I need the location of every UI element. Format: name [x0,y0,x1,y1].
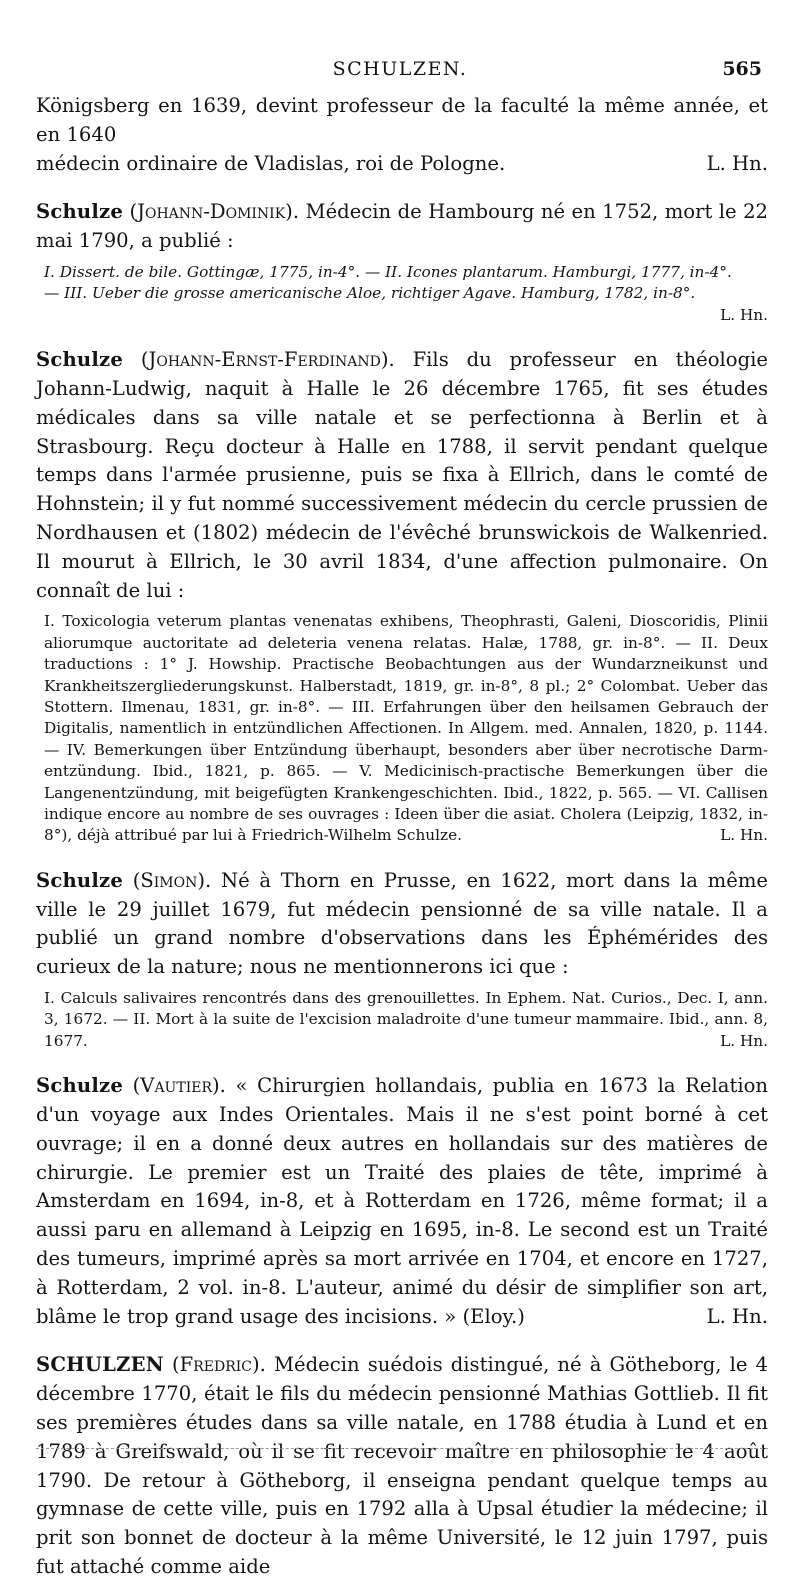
bibliography-text: I. Toxicologia veterum plantas venenatas exhibens, Theophrasti, Galeni, Dioscoridis, Plinii aliorumque auctoritate ad deleteria venena relatas. Halæ, 1788, gr. in-8°. — II. Deux traductions : 1° J. Howship. Practische Beobachtungen aus der Wundarzneikunst und Krankheitszergliederungskunst. Halberstadt, 1819, gr. in-8°, 8 pl.; 2° Colombat. Ueber das Stottern. Ilmenau, 1831, gr. in-8°. — III. Erfahrungen über den heilsamen Gebrauch der Digitalis, namentlich in entzündlichen Affectionen. In Allgem. med. Annalen, 1820, p. 1144. — IV. Bemerkungen über Entzündung überhaupt, besonders aber über necrotische Darm-entzündung. Ibid., 1821, p. 865. — V. Medicinisch-practische Bemerkungen über die Langenentzündung, mit beigefügten Krankengeschichten. Ibid., 1822, p. 565. — VI. Callisen indique encore au nombre de ses ouvrages : Ideen über die asiat. Cholera (Leipzig, 1832, in-8°), déjà attribué par lui à Friedrich-Wilhelm Schulze. [44,612,768,845]
entry-schulze-johann-ernst-ferdinand [36,346,768,847]
continued-line-1: Königsberg en 1639, devint professeur de la faculté la même année, et en 1640 [36,94,768,146]
entry-schulzen-fredric [36,1351,768,1581]
entry-headword: Schulze [36,1074,124,1098]
entry-body: Fils du professeur en théologie Johann-Ludwig, naquit à Halle le 26 décembre 1765, fit ses études médicales dans sa ville natale et se perfectionna à Berlin et à Strasbourg. Reçu docteur à Halle en 1788, il servit pendant quelque temps dans l'armée prusienne, puis se fixa à Ellrich, dans le comté de Hohnstein; il y fut nommé successivement médecin du cercle prussien de Nordhausen et (1802) médecin de l'évêché brunswickois de Walkenried. Il mourut à Ellrich, le 30 avril 1834, d'une affection pulmonaire. On connaît de lui : [36,348,768,602]
entry-schulze-vautier [36,1072,768,1331]
entry-name: (Johann-Ernst-Ferdinand). [140,348,395,372]
entry-headword: Schulze [36,868,124,892]
page-header [0,56,800,88]
signature: L. Hn. [720,305,768,324]
entry-name: (Simon). [132,868,212,892]
signature: L. Hn. [706,1304,768,1328]
entry-schulze-johann-dominik [36,198,768,326]
spacer [36,1052,768,1072]
entry-body: Médecin suédois distingué, né à Götheborg, le 4 décembre 1770, était le fils du médecin pensionné Mathias Gottlieb. Il fit ses premières études dans sa ville natale, en 1788 étudia à Lund et en 1789 à Greifswald, où il se fit recevoir maître en philosophie le 4 août 1790. De retour à Götheborg, il enseigna pendant quelque temps au gymnase de cette ville, puis en 1792 alla à Upsal étudier la médecine; il prit son bonnet de docteur à la même Université, le 12 juin 1797, puis fut attaché comme aide [36,1353,768,1578]
entry-name: (Johann-Dominik). [129,200,300,224]
entry-name: (Vautier). [132,1074,226,1098]
entry-body: Médecin de Hambourg né en 1752, mort le 22 mai 1790, a publié : [36,200,768,253]
spacer [36,847,768,867]
bibliography-block [44,988,768,1052]
running-head: SCHULZEN. [332,58,468,80]
bottom-rule [36,1448,768,1455]
bibliography-line: — III. Ueber die grosse americanische Aloe, richtiger Agave. Hamburg, 1782, in-8°. [44,284,696,303]
bibliography-block [44,611,768,846]
bibliography-text: I. Calculs salivaires rencontrés dans des grenouillettes. In Ephem. Nat. Curios., Dec. I, ann. 3, 1672. — II. Mort à la suite de l'excision maladroite d'une tumeur mammaire. Ibid., ann. 8, 1677. [44,989,768,1050]
spacer [36,1331,768,1351]
page-body [36,92,768,1582]
continued-entry [36,92,768,178]
continued-line-2: médecin ordinaire de Vladislas, roi de Pologne. [36,151,506,175]
entry-text [36,1072,768,1331]
spacer [36,326,768,346]
entry-name: (Fredric). [171,1353,266,1377]
entry-text [36,1351,768,1581]
entry-schulze-simon [36,867,768,1052]
entry-headword: Schulze [36,200,124,224]
entry-text [36,346,768,605]
entry-text [36,198,768,256]
page-number: 565 [722,58,762,80]
signature: L. Hn. [720,826,768,845]
bibliography-line: I. Dissert. de bile. Gottingæ, 1775, in-4°. — II. Icones plantarum. Hamburgi, 1777, in-4°. [44,262,732,281]
signature: L. Hn. [720,1031,768,1050]
entry-headword: Schulze [36,348,124,372]
entry-body: Né à Thorn en Prusse, en 1622, mort dans la même ville le 29 juillet 1679, fut médecin pensionné de sa ville natale. Il a publié un grand nombre d'observations dans les Éphémérides des curieux de la nature; nous ne mentionnerons ici que : [36,868,769,979]
entry-body: « Chirurgien hollandais, publia en 1673 la Relation d'un voyage aux Indes Orientales. Mais il ne s'est point borné à cet ouvrage; il en a donné deux autres en hollandais sur des matières de chirurgie. Le premier est un Traité des plaies de tête, imprimé à Amsterdam en 1694, in-8, et à Rotterdam en 1726, même format; il a aussi paru en allemand à Leipzig en 1695, in-8. Le second est un Traité des tumeurs, imprimé après sa mort arrivée en 1704, et encore en 1727, à Rotterdam, 2 vol. in-8. L'auteur, animé du désir de simplifier son art, blâme le trop grand usage des incisions. » (Eloy.) [36,1074,768,1328]
signature: L. Hn. [706,151,768,175]
entry-headword: SCHULZEN [36,1353,164,1377]
entry-text [36,867,768,982]
spacer [36,178,768,198]
